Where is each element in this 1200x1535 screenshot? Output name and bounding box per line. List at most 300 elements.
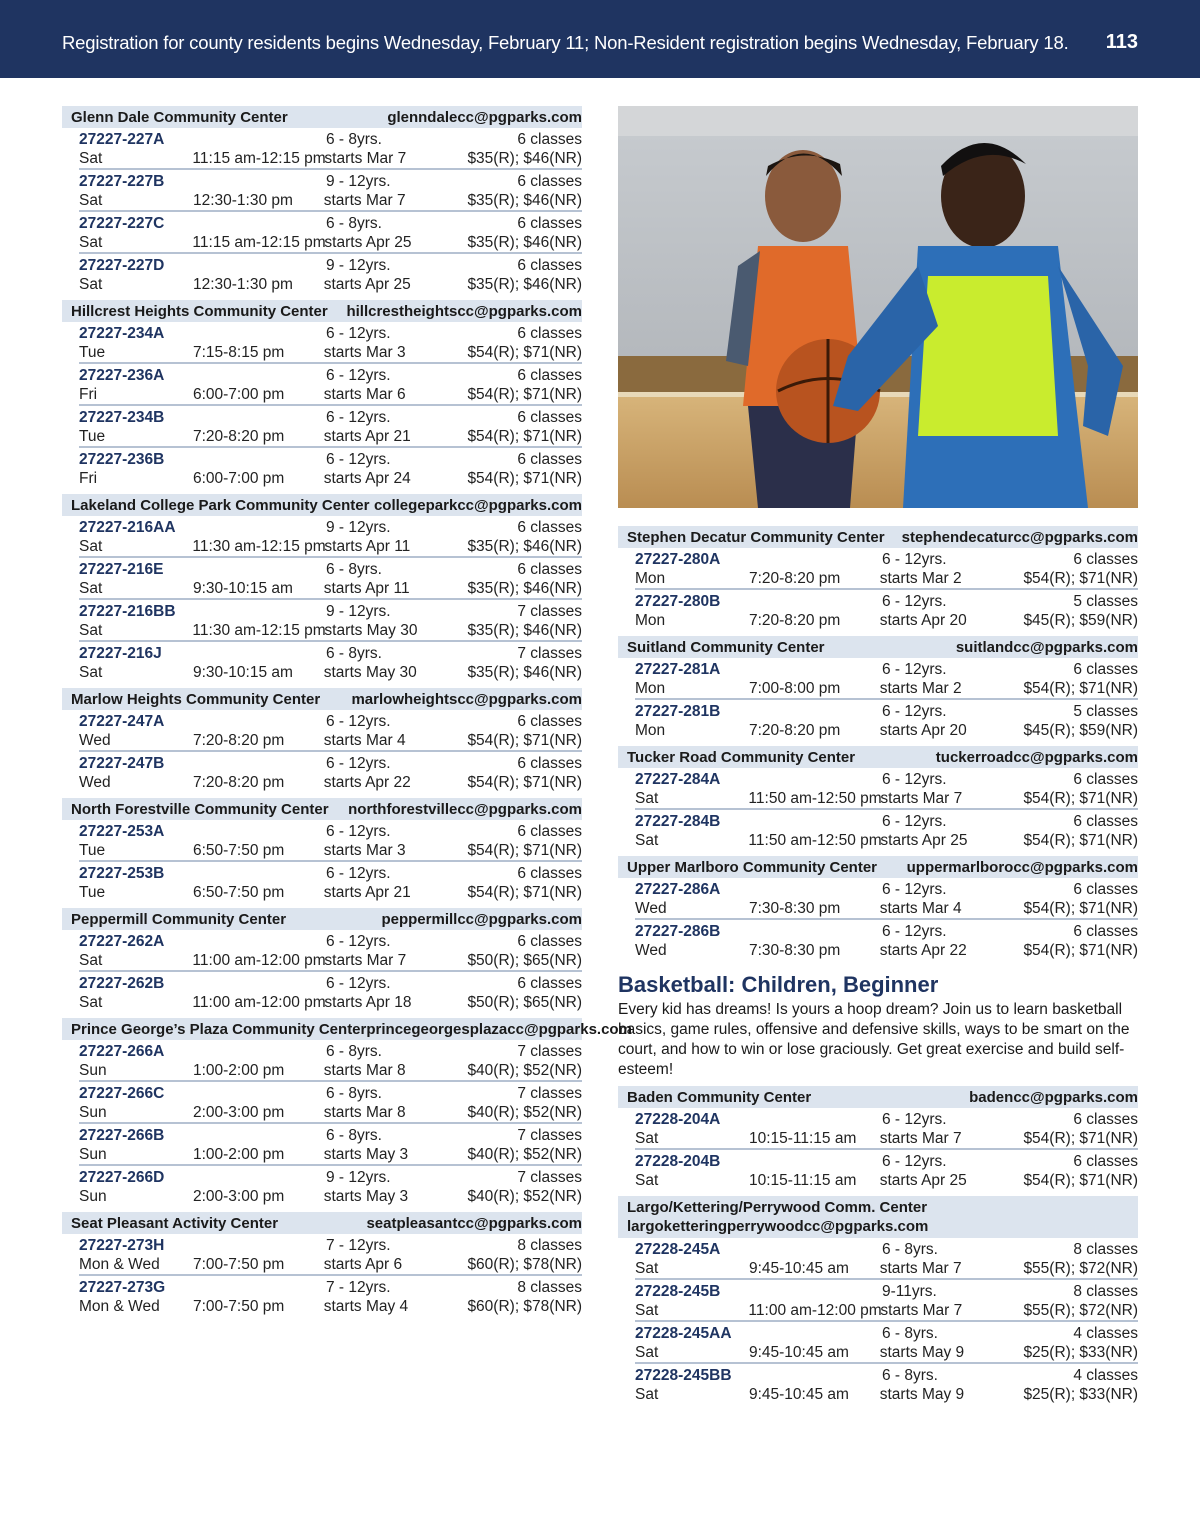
age-range: 6 - 8yrs.: [882, 1241, 938, 1258]
row-line-2: [79, 731, 582, 750]
start-date: starts Mar 7: [323, 192, 406, 209]
course-code: 27227-262A: [79, 933, 165, 950]
class-count: 6 classes: [1073, 923, 1138, 940]
class-count: 6 classes: [517, 755, 582, 772]
day: Mon & Wed: [79, 1256, 160, 1273]
day: Sat: [79, 276, 103, 293]
center-email[interactable]: stephendecaturcc@pgparks.com: [901, 528, 1138, 546]
class-count: 6 classes: [517, 823, 582, 840]
row-line-2: [79, 951, 582, 970]
row-line-1: [635, 1282, 1138, 1301]
row-line-1: [79, 602, 582, 621]
class-row: [79, 212, 582, 254]
row-line-2: [635, 1259, 1138, 1278]
row-line-2: [635, 1171, 1138, 1190]
course-code: 27228-204B: [635, 1153, 721, 1170]
fee: $54(R); $71(NR): [467, 344, 582, 361]
class-count: 6 classes: [517, 325, 582, 342]
course-code: 27227-234B: [79, 409, 165, 426]
age-range: 6 - 12yrs.: [882, 1153, 947, 1170]
age-range: 6 - 12yrs.: [326, 933, 391, 950]
start-date: starts Mar 8: [323, 1062, 406, 1079]
center-header: [618, 636, 1138, 658]
center-header: [618, 1196, 1138, 1238]
course-code: 27227-266C: [79, 1085, 165, 1102]
time: 7:00-8:00 pm: [748, 680, 841, 697]
row-line-2: [79, 275, 582, 294]
class-count: 8 classes: [1073, 1283, 1138, 1300]
age-range: 6 - 12yrs.: [882, 771, 947, 788]
class-list: [618, 1238, 1138, 1404]
row-line-2: [79, 579, 582, 598]
row-line-1: [79, 324, 582, 343]
class-row: [79, 1124, 582, 1166]
course-code: 27227-286B: [635, 923, 721, 940]
class-count: 8 classes: [1073, 1241, 1138, 1258]
row-line-1: [79, 1236, 582, 1255]
age-range: 6 - 12yrs.: [326, 975, 391, 992]
right-centers-list: [618, 526, 1138, 960]
start-date: starts Apr 25: [879, 1172, 967, 1189]
center-name: Marlow Heights Community Center: [71, 690, 321, 708]
class-count: 6 classes: [517, 561, 582, 578]
age-range: 9 - 12yrs.: [326, 173, 391, 190]
center-name: Peppermill Community Center: [71, 910, 287, 928]
class-list: [62, 1234, 582, 1316]
start-date: starts Apr 11: [323, 580, 410, 597]
row-line-2: [635, 899, 1138, 918]
center-email[interactable]: princegeorgesplazacc@pgparks.com: [366, 1020, 632, 1038]
row-line-1: [79, 256, 582, 275]
start-date: starts Mar 4: [323, 732, 406, 749]
start-date: starts Mar 7: [880, 790, 963, 807]
start-date: starts Apr 20: [879, 612, 967, 629]
row-line-2: [79, 385, 582, 404]
day: Mon: [635, 680, 666, 697]
fee: $54(R); $71(NR): [1023, 680, 1138, 697]
time: 7:15-8:15 pm: [192, 344, 285, 361]
basketball-photo: [618, 106, 1138, 508]
row-line-1: [635, 1366, 1138, 1385]
fee: $35(R); $46(NR): [467, 664, 582, 681]
time: 10:15-11:15 am: [748, 1130, 857, 1147]
class-count: 5 classes: [1073, 703, 1138, 720]
class-row: [79, 1082, 582, 1124]
day: Tue: [79, 842, 106, 859]
day: Sun: [79, 1104, 107, 1121]
fee: $54(R); $71(NR): [1023, 570, 1138, 587]
start-date: starts Mar 7: [879, 1260, 962, 1277]
time: 9:30-10:15 am: [192, 580, 293, 597]
course-code: 27227-284A: [635, 771, 721, 788]
class-count: 6 classes: [1073, 771, 1138, 788]
day: Fri: [79, 386, 98, 403]
day: Sat: [79, 192, 103, 209]
row-line-1: [635, 1110, 1138, 1129]
day: Sat: [635, 1386, 659, 1403]
course-code: 27227-216E: [79, 561, 164, 578]
center-email[interactable]: badencc@pgparks.com: [969, 1088, 1138, 1106]
row-line-1: [635, 702, 1138, 721]
class-list: [62, 516, 582, 682]
row-line-2: [635, 831, 1138, 850]
start-date: starts Apr 24: [323, 470, 411, 487]
time: 11:30 am-12:15 pm: [192, 622, 326, 639]
age-range: 6 - 8yrs.: [326, 131, 382, 148]
fee: $40(R); $52(NR): [467, 1104, 582, 1121]
time: 11:15 am-12:15 pm: [192, 150, 326, 167]
course-code: 27227-262B: [79, 975, 165, 992]
start-date: starts Apr 18: [324, 994, 412, 1011]
age-range: 6 - 12yrs.: [326, 713, 391, 730]
row-line-1: [79, 712, 582, 731]
start-date: starts Mar 2: [879, 570, 962, 587]
center-name: Prince George’s Plaza Community Center: [71, 1020, 367, 1038]
class-row: [79, 1166, 582, 1206]
class-list: [62, 710, 582, 792]
row-line-2: [79, 233, 582, 252]
right-column: [618, 526, 1138, 1410]
class-row: [79, 972, 582, 1012]
row-line-2: [635, 721, 1138, 740]
center-section: [618, 746, 1138, 850]
class-count: 6 classes: [517, 367, 582, 384]
class-count: 6 classes: [1073, 1153, 1138, 1170]
day: Sat: [79, 538, 103, 555]
center-email[interactable]: glenndalecc@pgparks.com: [387, 108, 582, 126]
row-line-1: [635, 1324, 1138, 1343]
row-line-1: [635, 812, 1138, 831]
row-line-2: [635, 1129, 1138, 1148]
row-line-1: [635, 880, 1138, 899]
class-count: 6 classes: [517, 933, 582, 950]
center-section: [618, 636, 1138, 740]
center-header: [62, 494, 582, 516]
class-count: 6 classes: [1073, 661, 1138, 678]
course-code: 27227-253B: [79, 865, 165, 882]
class-count: 6 classes: [1073, 813, 1138, 830]
row-line-2: [635, 1301, 1138, 1320]
row-line-1: [79, 754, 582, 773]
fee: $60(R); $78(NR): [467, 1298, 582, 1315]
age-range: 6 - 12yrs.: [326, 823, 391, 840]
class-row: [79, 600, 582, 642]
start-date: starts Apr 25: [323, 276, 411, 293]
fee: $50(R); $65(NR): [467, 994, 582, 1011]
course-code: 27227-236B: [79, 451, 165, 468]
day: Mon: [635, 570, 666, 587]
course-code: 27228-245B: [635, 1283, 721, 1300]
time: 11:15 am-12:15 pm: [192, 234, 326, 251]
course-code: 27227-227A: [79, 131, 165, 148]
row-line-1: [635, 592, 1138, 611]
age-range: 6 - 8yrs.: [326, 561, 382, 578]
day: Fri: [79, 470, 98, 487]
course-code: 27227-236A: [79, 367, 165, 384]
class-row: [635, 878, 1138, 920]
row-line-2: [79, 663, 582, 682]
row-line-2: [635, 941, 1138, 960]
fee: $45(R); $59(NR): [1023, 722, 1138, 739]
class-row: [79, 364, 582, 406]
center-email[interactable]: marlowheightscc@pgparks.com: [351, 690, 582, 708]
start-date: starts Apr 22: [323, 774, 411, 791]
left-column: [62, 106, 632, 1322]
center-section: [62, 1018, 632, 1206]
row-line-2: [79, 1145, 582, 1164]
time: 7:20-8:20 pm: [192, 774, 285, 791]
class-row: [79, 710, 582, 752]
row-line-1: [79, 130, 582, 149]
age-range: 6 - 8yrs.: [326, 1085, 382, 1102]
center-header: [62, 908, 582, 930]
row-line-2: [79, 993, 582, 1012]
basketball-centers-list: [618, 1086, 1138, 1404]
center-name: Baden Community Center: [627, 1088, 812, 1106]
fee: $35(R); $46(NR): [467, 234, 582, 251]
center-name: North Forestville Community Center: [71, 800, 329, 818]
row-line-2: [79, 1255, 582, 1274]
class-count: 6 classes: [517, 131, 582, 148]
class-row: [635, 1238, 1138, 1280]
class-row: [635, 1150, 1138, 1190]
day: Sat: [635, 1172, 659, 1189]
fee: $54(R); $71(NR): [467, 842, 582, 859]
start-date: starts May 9: [879, 1344, 965, 1361]
start-date: starts May 30: [323, 664, 417, 681]
time: 7:00-7:50 pm: [192, 1298, 285, 1315]
course-code: 27227-247B: [79, 755, 165, 772]
center-email[interactable]: hillcrestheightscc@pgparks.com: [346, 302, 582, 320]
start-date: starts Mar 7: [880, 1302, 963, 1319]
row-line-2: [79, 1187, 582, 1206]
row-line-1: [79, 1042, 582, 1061]
course-code: 27227-266B: [79, 1127, 165, 1144]
day: Wed: [635, 900, 667, 917]
center-header: [62, 106, 582, 128]
row-line-2: [635, 679, 1138, 698]
class-row: [79, 642, 582, 682]
center-section: [62, 106, 582, 294]
time: 7:20-8:20 pm: [192, 732, 285, 749]
class-count: 6 classes: [517, 257, 582, 274]
day: Wed: [79, 732, 111, 749]
row-line-1: [79, 1168, 582, 1187]
start-date: starts Apr 21: [323, 884, 411, 901]
row-line-2: [79, 149, 582, 168]
time: 7:00-7:50 pm: [192, 1256, 285, 1273]
top-banner: [0, 0, 1200, 78]
center-header: [618, 746, 1138, 768]
fee: $54(R); $71(NR): [467, 732, 582, 749]
center-section: [62, 798, 582, 902]
day: Wed: [635, 942, 667, 959]
center-email[interactable]: largoketteringperrywoodcc@pgparks.com: [627, 1218, 929, 1235]
start-date: starts Mar 6: [323, 386, 406, 403]
row-line-1: [79, 644, 582, 663]
center-email[interactable]: seatpleasantcc@pgparks.com: [366, 1214, 582, 1232]
time: 6:50-7:50 pm: [192, 884, 285, 901]
time: 11:00 am-12:00 pm: [748, 1302, 882, 1319]
time: 2:00-3:00 pm: [192, 1188, 285, 1205]
start-date: starts May 4: [323, 1298, 409, 1315]
center-name: Lakeland College Park Community Center: [71, 496, 370, 514]
class-count: 8 classes: [517, 1279, 582, 1296]
day: Wed: [79, 774, 111, 791]
page-number: 113: [1105, 31, 1138, 53]
row-line-2: [79, 469, 582, 488]
fee: $25(R); $33(NR): [1023, 1386, 1138, 1403]
course-code: 27227-227D: [79, 257, 165, 274]
row-line-1: [635, 550, 1138, 569]
center-section: [618, 1196, 1138, 1404]
center-section: [62, 1212, 582, 1316]
row-line-1: [635, 660, 1138, 679]
class-row: [635, 1280, 1138, 1322]
class-count: 7 classes: [517, 1169, 582, 1186]
registration-note: Registration for county residents begins Wednesday, February 11; Non-Resident registration begins Wednesday, February 18.: [62, 32, 1069, 53]
day: Sat: [79, 664, 103, 681]
time: 6:50-7:50 pm: [192, 842, 285, 859]
age-range: 6 - 12yrs.: [882, 1111, 947, 1128]
class-row: [79, 516, 582, 558]
fee: $60(R); $78(NR): [467, 1256, 582, 1273]
time: 10:15-11:15 am: [748, 1172, 857, 1189]
fee: $35(R); $46(NR): [467, 580, 582, 597]
center-name: Upper Marlboro Community Center: [627, 858, 878, 876]
fee: $45(R); $59(NR): [1023, 612, 1138, 629]
class-list: [62, 128, 582, 294]
class-count: 6 classes: [1073, 551, 1138, 568]
day: Sat: [79, 994, 103, 1011]
center-header: [62, 1018, 632, 1040]
row-line-1: [79, 172, 582, 191]
day: Sat: [79, 234, 103, 251]
class-row: [79, 862, 582, 902]
time: 9:45-10:45 am: [748, 1260, 849, 1277]
fee: $55(R); $72(NR): [1023, 1302, 1138, 1319]
fee: $35(R); $46(NR): [467, 622, 582, 639]
fee: $35(R); $46(NR): [467, 276, 582, 293]
fee: $40(R); $52(NR): [467, 1062, 582, 1079]
age-range: 6 - 12yrs.: [882, 813, 947, 830]
row-line-1: [79, 1278, 582, 1297]
course-code: 27227-273G: [79, 1279, 166, 1296]
time: 7:20-8:20 pm: [192, 428, 285, 445]
class-row: [79, 820, 582, 862]
row-line-1: [79, 366, 582, 385]
fee: $54(R); $71(NR): [467, 470, 582, 487]
row-line-1: [79, 864, 582, 883]
fee: $54(R); $71(NR): [1023, 1130, 1138, 1147]
start-date: starts Apr 25: [880, 832, 968, 849]
age-range: 6 - 12yrs.: [882, 551, 947, 568]
center-email[interactable]: peppermillcc@pgparks.com: [381, 910, 582, 928]
fee: $54(R); $71(NR): [467, 884, 582, 901]
class-row: [635, 768, 1138, 810]
class-row: [635, 810, 1138, 850]
age-range: 6 - 12yrs.: [326, 409, 391, 426]
row-line-1: [79, 1126, 582, 1145]
day: Sat: [79, 622, 103, 639]
age-range: 6 - 12yrs.: [882, 881, 947, 898]
row-line-1: [79, 822, 582, 841]
start-date: starts Mar 8: [323, 1104, 406, 1121]
fee: $54(R); $71(NR): [1023, 790, 1138, 807]
center-name: Stephen Decatur Community Center: [627, 528, 885, 546]
row-line-2: [635, 1343, 1138, 1362]
day: Tue: [79, 884, 106, 901]
row-line-2: [79, 191, 582, 210]
center-email[interactable]: suitlandcc@pgparks.com: [955, 638, 1138, 656]
center-email[interactable]: tuckerroadcc@pgparks.com: [935, 748, 1138, 766]
start-date: starts Mar 2: [879, 680, 962, 697]
class-count: 6 classes: [517, 215, 582, 232]
center-name: Glenn Dale Community Center: [71, 108, 288, 126]
age-range: 6 - 12yrs.: [326, 451, 391, 468]
class-count: 8 classes: [517, 1237, 582, 1254]
center-name: Tucker Road Community Center: [627, 748, 856, 766]
start-date: starts Mar 3: [323, 842, 406, 859]
class-row: [635, 700, 1138, 740]
center-email[interactable]: uppermarlborocc@pgparks.com: [906, 858, 1138, 876]
class-count: 7 classes: [517, 1085, 582, 1102]
row-line-1: [79, 560, 582, 579]
start-date: starts Apr 25: [324, 234, 412, 251]
time: 12:30-1:30 pm: [192, 192, 293, 209]
class-count: 7 classes: [517, 603, 582, 620]
row-line-1: [79, 932, 582, 951]
time: 7:30-8:30 pm: [748, 900, 841, 917]
class-list: [618, 1108, 1138, 1190]
time: 9:45-10:45 am: [748, 1386, 849, 1403]
center-email[interactable]: collegeparkcc@pgparks.com: [373, 496, 582, 514]
row-line-2: [635, 611, 1138, 630]
age-range: 6 - 8yrs.: [326, 1043, 382, 1060]
course-code: 27228-245AA: [635, 1325, 732, 1342]
age-range: 6 - 8yrs.: [326, 215, 382, 232]
time: 9:45-10:45 am: [748, 1344, 849, 1361]
center-name: Hillcrest Heights Community Center: [71, 302, 328, 320]
class-list: [618, 658, 1138, 740]
time: 6:00-7:00 pm: [192, 386, 285, 403]
fee: $35(R); $46(NR): [467, 150, 582, 167]
day: Sun: [79, 1188, 107, 1205]
age-range: 6 - 12yrs.: [326, 367, 391, 384]
class-count: 5 classes: [1073, 593, 1138, 610]
class-row: [635, 1322, 1138, 1364]
start-date: starts Mar 4: [879, 900, 962, 917]
age-range: 6 - 8yrs.: [326, 645, 382, 662]
class-count: 6 classes: [517, 173, 582, 190]
time: 11:50 am-12:50 pm: [748, 832, 882, 849]
class-row: [635, 920, 1138, 960]
fee: $54(R); $71(NR): [1023, 832, 1138, 849]
start-date: starts Apr 11: [324, 538, 411, 555]
center-header: [62, 688, 582, 710]
course-code: 27227-281B: [635, 703, 721, 720]
center-email[interactable]: northforestvillecc@pgparks.com: [348, 800, 582, 818]
course-code: 27227-266D: [79, 1169, 165, 1186]
age-range: 9 - 12yrs.: [326, 603, 391, 620]
course-code: 27227-284B: [635, 813, 721, 830]
fee: $54(R); $71(NR): [467, 386, 582, 403]
age-range: 6 - 12yrs.: [882, 661, 947, 678]
row-line-1: [635, 922, 1138, 941]
class-row: [635, 658, 1138, 700]
fee: $35(R); $46(NR): [467, 192, 582, 209]
row-line-1: [79, 408, 582, 427]
